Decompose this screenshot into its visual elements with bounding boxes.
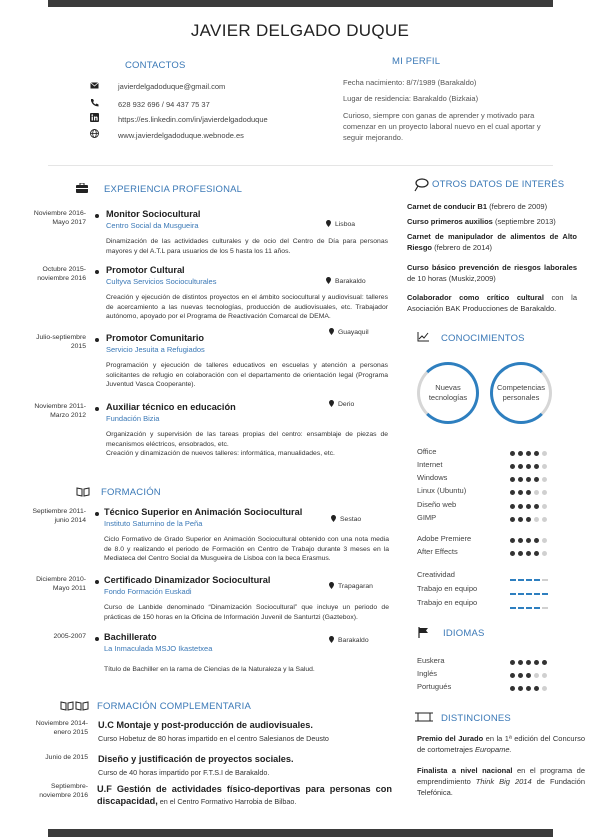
language-row	[417, 669, 557, 681]
entry-title: U.C Montaje y post-producción de audiovisuales.	[98, 720, 313, 730]
level-mark	[510, 686, 515, 691]
entry-location-text: Barakaldo	[335, 278, 366, 285]
entry-date: 2005-2007	[53, 633, 86, 640]
distincion-rest: en la 1ª edición del Concurso de cortometrajes	[417, 734, 585, 754]
level-mark	[526, 504, 531, 509]
formacion-title: FORMACIÓN	[101, 487, 161, 498]
level-mark	[534, 504, 539, 509]
otros-item	[407, 201, 577, 212]
distincion-rest: en el programa de emprendimiento	[417, 766, 585, 786]
level-mark	[518, 464, 523, 469]
entry-org: Centro Social da Musgueira	[106, 221, 199, 230]
entry-title: Certificado Dinamizador Sociocultural	[104, 575, 271, 585]
entry-combined	[97, 783, 392, 808]
level-mark	[542, 686, 547, 691]
timeline-dot	[95, 214, 99, 218]
otros-item	[407, 231, 577, 253]
skill-level-dots	[510, 462, 550, 471]
entry-org: La Inmaculada MSJO Ikastetxea	[104, 644, 213, 653]
level-mark	[534, 607, 540, 609]
level-mark	[534, 686, 539, 691]
otros-item	[407, 216, 577, 227]
distinciones-title: DISTINCIONES	[441, 713, 511, 724]
skill-label: GIMP	[417, 513, 437, 522]
skill-circle-nuevas-tecnologias: Nuevas tecnologías	[417, 362, 479, 424]
entry-location	[326, 220, 355, 228]
skill-label: Trabajo en equipo	[417, 598, 478, 607]
entry-date: Octubre 2015- noviembre 2016	[37, 266, 86, 282]
perfil-title: MI PERFIL	[392, 56, 441, 67]
skill-level-bars	[510, 588, 550, 597]
level-mark	[542, 607, 548, 609]
otros-item-rest: (febrero de 2009)	[487, 202, 548, 211]
level-mark	[510, 464, 515, 469]
otros-item-rest: de 10 horas (Muskiz,2009)	[407, 274, 496, 283]
language-label: Portugués	[417, 682, 452, 691]
cv-name: JAVIER DELGADO DUQUE	[190, 21, 410, 40]
entry-date: Noviembre 2011- Marzo 2012	[34, 403, 86, 419]
language-level-dots	[510, 658, 550, 667]
level-mark	[518, 504, 523, 509]
entry-date: Julio-septiembre 2015	[36, 334, 86, 350]
skill-label: Internet	[417, 460, 443, 469]
entry-location	[329, 636, 369, 644]
entry-location	[329, 400, 354, 408]
otros-item-rest: con la Asociación BAK Producciones de Barakaldo.	[407, 293, 578, 313]
otros-title: OTROS DATOS DE INTERÉS	[432, 179, 565, 190]
entry-date: Noviembre 2016- Mayo 2017	[33, 210, 86, 226]
entry-location-text: Guayaquil	[338, 329, 369, 336]
otros-item-bold: Colaborador como crítico cultural	[407, 293, 544, 302]
contact-row	[90, 98, 210, 110]
skill-label: Trabajo en equipo	[417, 584, 478, 593]
entry-location-text: Barakaldo	[338, 637, 369, 644]
skill-level-dots	[510, 502, 550, 511]
timeline-dot	[95, 580, 99, 584]
skill-row	[417, 500, 557, 512]
level-mark	[542, 517, 547, 522]
level-mark	[526, 517, 531, 522]
level-mark	[526, 607, 532, 609]
distincion-italic: Europame.	[474, 745, 512, 754]
distincion-italic: Think Big 2014	[475, 777, 532, 786]
level-mark	[534, 673, 539, 678]
divider	[48, 165, 553, 166]
skill-label: Windows	[417, 473, 448, 482]
timeline-dot	[95, 338, 99, 342]
level-mark	[526, 579, 532, 581]
skill-row	[417, 570, 557, 582]
level-mark	[510, 451, 515, 456]
skill-label: Linux (Ubuntu)	[417, 486, 467, 495]
skill-row	[417, 534, 557, 546]
entry-org: Instituto Saturnino de la Peña	[104, 519, 203, 528]
skill-level-dots	[510, 536, 550, 545]
entry-description: Curso Hobetuz de 80 horas impartido en el centro Salesianos de Deusto	[98, 734, 329, 743]
skill-row	[417, 447, 557, 459]
entry-description: Título de Bachiller en la rama de Ciencias de la Naturaleza y la Salud.	[104, 666, 315, 673]
distincion-bold: Premio del Jurado	[417, 734, 484, 743]
entry-description: en el Centro Formativo Harrobia de Bilbao.	[157, 797, 297, 806]
entry-title: Bachillerato	[104, 632, 157, 642]
certificate-icon	[415, 712, 433, 725]
idiomas-title: IDIOMAS	[443, 628, 485, 639]
entry-title: Técnico Superior en Animación Sociocultural	[104, 507, 303, 517]
level-mark	[542, 551, 547, 556]
entry-title: U.F Gestión de actividades físico-deportivas para personas con discapacidad,	[97, 784, 392, 806]
level-mark	[526, 551, 531, 556]
entry-location-text: Lisboa	[335, 221, 356, 228]
level-mark	[518, 673, 523, 678]
level-mark	[510, 538, 515, 543]
entry-description: Organización y supervisión de las tareas propias del centro: ensamblaje de piezas de mecanismos eléctricos, ensobrados, etc. Creación y dinamización de nuevos talleres: informática, manualidades, etc.	[106, 431, 388, 457]
entry-location	[329, 582, 373, 590]
level-mark	[542, 660, 547, 665]
level-mark	[518, 579, 524, 581]
skill-level-bars	[510, 574, 550, 583]
skill-row	[417, 598, 557, 610]
complementaria-title: FORMACIÓN COMPLEMENTARIA	[97, 701, 251, 712]
bottom-bar	[48, 829, 553, 837]
level-mark	[518, 607, 524, 609]
level-mark	[510, 579, 516, 581]
book-icon	[76, 487, 90, 500]
skill-row	[417, 513, 557, 525]
level-mark	[542, 504, 547, 509]
entry-org: Cultyva Servicios Socioculturales	[106, 277, 217, 286]
contact-row	[90, 113, 268, 125]
level-mark	[526, 477, 531, 482]
level-mark	[542, 579, 548, 581]
contact-row	[90, 129, 244, 141]
level-mark	[510, 551, 515, 556]
level-mark	[534, 451, 539, 456]
distincion-item	[417, 765, 585, 798]
skill-level-dots	[510, 488, 550, 497]
level-mark	[510, 490, 515, 495]
language-level-dots	[510, 671, 550, 680]
otros-item-rest: (febrero de 2014)	[432, 243, 493, 252]
top-bar	[48, 0, 553, 7]
globe-icon	[90, 129, 118, 140]
entry-title: Auxiliar técnico en educación	[106, 402, 236, 412]
level-mark	[518, 477, 523, 482]
timeline-dot	[95, 637, 99, 641]
entry-location-text: Sestao	[340, 516, 362, 523]
contact-row	[90, 82, 225, 94]
level-mark	[542, 593, 548, 595]
level-mark	[518, 490, 523, 495]
entry-location	[331, 515, 361, 523]
level-mark	[534, 464, 539, 469]
entry-description: Creación y ejecución de distintos proyectos en el ámbito sociocultural y audiovisual: talleres de acercamiento a las nuevas tecnologías, producción de audiovisuales, etc. Trabajador autónomo, apoyado por el Programa de Reactivación Comarcal de DEMA.	[106, 294, 388, 320]
level-mark	[526, 593, 532, 595]
entry-description: Ciclo Formativo de Grado Superior en Animación Sociocultural obtenido con una nota media de 8.0 y realizando el periodo de Formación en Centro de Trabajo durante 3 meses en la Mediateca del Centro Social da Musgueira de Lisboa con la beca Erasmus.	[104, 536, 389, 562]
level-mark	[534, 538, 539, 543]
conocimientos-title: CONOCIMIENTOS	[441, 333, 525, 344]
skill-row	[417, 473, 557, 485]
level-mark	[542, 490, 547, 495]
level-mark	[534, 551, 539, 556]
skill-level-dots	[510, 549, 550, 558]
level-mark	[542, 673, 547, 678]
otros-item	[407, 262, 577, 284]
flag-icon	[418, 627, 430, 641]
contact-text: www.javierdelgadoduque.webnode.es	[118, 130, 244, 140]
level-mark	[518, 660, 523, 665]
entry-location-text: Derio	[338, 401, 355, 408]
briefcase-icon	[76, 183, 88, 196]
language-level-dots	[510, 684, 550, 693]
language-label: Euskera	[417, 656, 445, 665]
level-mark	[510, 517, 515, 522]
skill-row	[417, 547, 557, 559]
entry-description: Curso de Lanbide denominado “Dinamización Sociocultural” que incluye un periodo de prácticas de 150 horas en la Oficina de Información Juvenil de Santurtzi (Gaztebox).	[104, 604, 389, 621]
otros-item	[407, 292, 577, 314]
level-mark	[534, 579, 540, 581]
entry-date: Noviembre 2014- enero 2015	[35, 720, 88, 736]
level-mark	[526, 490, 531, 495]
speech-bubble-icon	[413, 178, 429, 195]
level-mark	[510, 593, 516, 595]
timeline-dot	[95, 270, 99, 274]
timeline-dot	[95, 407, 99, 411]
line-chart-icon	[417, 332, 429, 345]
skill-label: Creatividad	[417, 570, 455, 579]
entry-date: Septiembre- noviembre 2016	[39, 783, 88, 799]
level-mark	[510, 660, 515, 665]
otros-item-rest: (septiembre 2013)	[492, 217, 556, 226]
entry-org: Servicio Jesuita a Refugiados	[106, 345, 205, 354]
phone-icon	[90, 98, 118, 109]
distincion-tail: de Fundación Telefónica.	[417, 777, 585, 797]
skill-label: Adobe Premiere	[417, 534, 472, 543]
entry-description: Programación y ejecución de talleres educativos en escuelas y atención a personas solicitantes de refugio en colaboración con el departamento de orientación legal (Programa Juventud Vasca Cooperante).	[106, 362, 388, 388]
skill-level-dots	[510, 475, 550, 484]
entry-date: Junio de 2015	[45, 754, 88, 761]
level-mark	[526, 686, 531, 691]
distincion-bold: Finalista a nivel nacional	[417, 766, 513, 775]
language-row	[417, 682, 557, 694]
skill-label: Diseño web	[417, 500, 457, 509]
skill-level-dots	[510, 515, 550, 524]
level-mark	[510, 504, 515, 509]
entry-title: Diseño y justificación de proyectos sociales.	[98, 754, 294, 764]
entry-title: Promotor Comunitario	[106, 333, 204, 343]
timeline-dot	[95, 512, 99, 516]
level-mark	[526, 660, 531, 665]
skill-level-bars	[510, 602, 550, 611]
level-mark	[534, 517, 539, 522]
skill-row	[417, 460, 557, 472]
books-icon	[60, 701, 90, 714]
experiencia-title: EXPERIENCIA PROFESIONAL	[104, 184, 243, 195]
entry-org: Fundación Bizia	[106, 414, 160, 423]
contact-text: https://es.linkedin.com/in/javierdelgadoduque	[118, 115, 268, 124]
distincion-item	[417, 733, 585, 755]
contact-text: javierdelgadoduque@gmail.com	[118, 82, 226, 91]
entry-title: Promotor Cultural	[106, 265, 185, 275]
skill-circle-competencias: Competencias personales	[490, 362, 552, 424]
skill-level-dots	[510, 449, 550, 458]
skill-label: Office	[417, 447, 437, 456]
level-mark	[518, 538, 523, 543]
perfil-summary: Curioso, siempre con ganas de aprender y motivado para comenzar en un proyecto laboral nuevo en el cual aportar y seguir mejorando.	[343, 111, 541, 142]
level-mark	[518, 551, 523, 556]
contact-text: 628 932 696 / 94 437 75 37	[118, 99, 210, 109]
perfil-residence: Lugar de residencia: Barakaldo (Bizkaia)	[343, 94, 479, 103]
level-mark	[534, 477, 539, 482]
entry-org: Fondo Formación Euskadi	[104, 587, 192, 596]
level-mark	[510, 673, 515, 678]
language-row	[417, 656, 557, 668]
level-mark	[534, 660, 539, 665]
level-mark	[526, 673, 531, 678]
otros-item-bold: Curso básico prevención de riesgos laborales	[407, 263, 577, 272]
perfil-birth: Fecha nacimiento: 8/7/1989 (Barakaldo)	[343, 78, 477, 87]
level-mark	[518, 686, 523, 691]
otros-item-bold: Carnet de manipulador de alimentos de Alto Riesgo	[407, 232, 577, 252]
skill-label: After Effects	[417, 547, 458, 556]
linkedin-icon	[90, 113, 118, 124]
level-mark	[526, 464, 531, 469]
level-mark	[518, 451, 523, 456]
level-mark	[542, 538, 547, 543]
entry-location	[326, 277, 366, 285]
contactos-title: CONTACTOS	[125, 60, 186, 71]
entry-description: Dinamización de las actividades culturales y de ocio del Centro de Día para personas mayores y del A.T.L para usuarios de los 5 hasta los 11 años.	[106, 238, 388, 255]
level-mark	[518, 593, 524, 595]
skill-row	[417, 486, 557, 498]
level-mark	[510, 607, 516, 609]
language-label: Inglés	[417, 669, 438, 678]
entry-date: Diciembre 2010- Mayo 2011	[36, 576, 86, 592]
entry-description: Curso de 40 horas impartido por F.T.S.I de Barakaldo.	[98, 768, 270, 777]
envelope-icon	[90, 82, 118, 91]
otros-item-bold: Carnet de conducir B1	[407, 202, 488, 211]
level-mark	[534, 593, 540, 595]
entry-location-text: Trapagaran	[338, 583, 373, 590]
level-mark	[542, 477, 547, 482]
skill-row	[417, 584, 557, 596]
level-mark	[542, 464, 547, 469]
level-mark	[526, 538, 531, 543]
entry-date: Septiembre 2011- junio 2014	[32, 508, 86, 524]
level-mark	[542, 451, 547, 456]
entry-location	[329, 328, 369, 336]
level-mark	[534, 490, 539, 495]
otros-item-bold: Curso primeros auxilios	[407, 217, 493, 226]
level-mark	[526, 451, 531, 456]
entry-title: Monitor Sociocultural	[106, 209, 201, 219]
level-mark	[510, 477, 515, 482]
level-mark	[518, 517, 523, 522]
